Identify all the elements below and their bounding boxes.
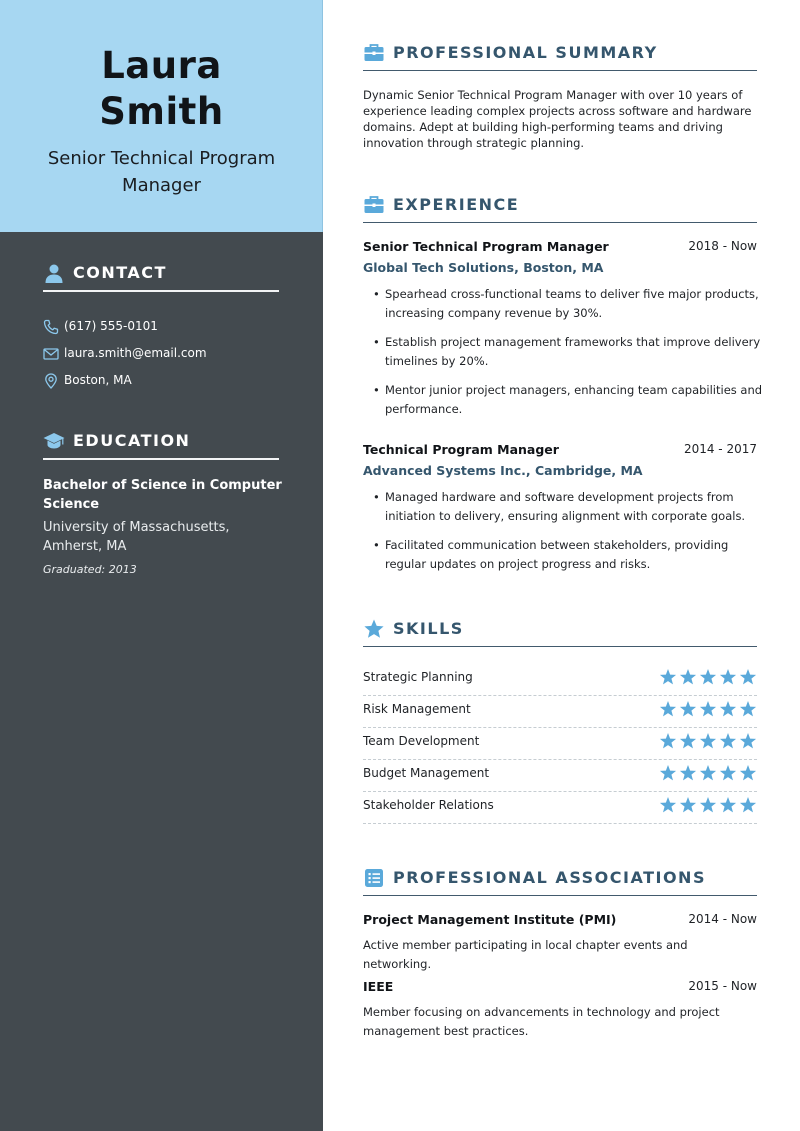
skill-name: Stakeholder Relations [363,798,494,812]
rating-star-icon [680,701,696,716]
bullet-dot: • [373,383,380,397]
skill-rating-stars [659,796,757,814]
summary-text: Dynamic Senior Technical Program Manager with over 10 years of experience leading complex projects across software and hardware domains. Adept at building high-performing teams and driving innovation through strategic planning. [363,88,752,150]
job-title: Senior Technical Program Manager [47,148,276,196]
bullet-dot: • [373,287,380,301]
name-block [0,0,323,232]
rating-star-icon [680,733,696,748]
associations-heading [363,867,757,896]
rating-star-icon [660,765,676,780]
contact-phone[interactable] [43,318,283,338]
job-bullet-text: Managed hardware and software development projects from initiation to delivery, ensuring alignment with corporate goals. [385,490,746,523]
associations-heading-text: PROFESSIONAL ASSOCIATIONS [393,868,706,887]
association-name: IEEE [363,979,394,994]
sidebar [0,0,323,1131]
skills-heading [363,618,757,647]
skill-rating-stars [659,732,757,750]
rating-star-icon [660,733,676,748]
job-bullet [373,333,763,371]
contact-location [43,372,283,392]
association-dates: 2015 - Now [688,979,757,993]
last-name: Smith [99,90,224,133]
rating-star-icon [660,797,676,812]
job-bullet [373,381,763,419]
graduation-cap-icon [43,430,65,452]
rating-star-icon [740,733,756,748]
list-icon [363,867,385,889]
rating-star-icon [720,733,736,748]
job-company: Advanced Systems Inc., Cambridge, MA [363,463,643,478]
skill-rating-stars [659,764,757,782]
job-dates: 2014 - 2017 [683,442,757,456]
education-graduated: Graduated: 2013 [43,563,137,576]
rating-star-icon [680,669,696,684]
job-role: Senior Technical Program Manager [363,239,609,254]
rating-star-icon [700,797,716,812]
skill-name: Team Development [363,734,480,748]
job-bullet-text: Mentor junior project managers, enhancing team capabilities and performance. [385,383,763,416]
bullet-dot: • [373,538,380,552]
skill-rating-stars [659,668,757,686]
first-name: Laura [101,44,222,87]
briefcase-icon [363,194,385,216]
skill-name: Strategic Planning [363,670,473,684]
contact-heading-text: CONTACT [73,263,167,282]
association-description: Active member participating in local chapter events and networking. [363,938,688,971]
experience-heading [363,194,757,223]
rating-star-icon [680,765,696,780]
envelope-icon [43,346,59,362]
skill-name: Risk Management [363,702,471,716]
rating-star-icon [720,797,736,812]
rating-star-icon [660,701,676,716]
rating-star-icon [720,701,736,716]
skill-rating-stars [659,700,757,718]
briefcase-icon [363,42,385,64]
association-dates: 2014 - Now [688,912,757,926]
association-name: Project Management Institute (PMI) [363,912,617,927]
job-bullet [373,285,763,323]
job-bullet-text: Establish project management frameworks that improve delivery timelines by 20%. [385,335,761,368]
job-bullet [373,536,763,574]
rating-star-icon [700,701,716,716]
job-role: Technical Program Manager [363,442,559,457]
skill-row [363,792,757,824]
rating-star-icon [740,765,756,780]
map-pin-icon [43,373,59,389]
rating-star-icon [740,797,756,812]
rating-star-icon [680,797,696,812]
skill-name: Budget Management [363,766,490,780]
location-text: Boston, MA [64,373,132,387]
phone-text: (617) 555-0101 [64,319,158,333]
bullet-dot: • [373,335,380,349]
contact-heading [43,262,279,292]
star-icon [363,618,385,640]
job-bullet-text: Facilitated communication between stakeholders, providing regular updates on project progress and risks. [385,538,729,571]
skill-row [363,728,757,760]
skills-heading-text: SKILLS [393,619,464,638]
education-degree: Bachelor of Science in Computer Science [43,478,282,512]
contact-email[interactable] [43,345,283,365]
skill-row [363,760,757,792]
rating-star-icon [720,669,736,684]
rating-star-icon [700,733,716,748]
job-company: Global Tech Solutions, Boston, MA [363,260,604,275]
email-text: laura.smith@email.com [64,346,207,360]
phone-icon [43,319,59,335]
education-heading [43,430,279,460]
education-school: University of Massachusetts, Amherst, MA [43,520,230,554]
user-icon [43,262,65,284]
association-description: Member focusing on advancements in technology and project management best practices. [363,1005,720,1038]
experience-heading-text: EXPERIENCE [393,195,520,214]
skill-row [363,664,757,696]
job-dates: 2018 - Now [688,239,757,253]
rating-star-icon [740,669,756,684]
education-heading-text: EDUCATION [73,431,191,450]
summary-heading-text: PROFESSIONAL SUMMARY [393,43,658,62]
rating-star-icon [740,701,756,716]
rating-star-icon [700,765,716,780]
rating-star-icon [720,765,736,780]
job-bullet [373,488,763,526]
summary-heading [363,42,757,71]
rating-star-icon [700,669,716,684]
skill-row [363,696,757,728]
job-bullet-text: Spearhead cross-functional teams to deliver five major products, increasing company revenue by 30%. [385,287,759,320]
rating-star-icon [660,669,676,684]
bullet-dot: • [373,490,380,504]
